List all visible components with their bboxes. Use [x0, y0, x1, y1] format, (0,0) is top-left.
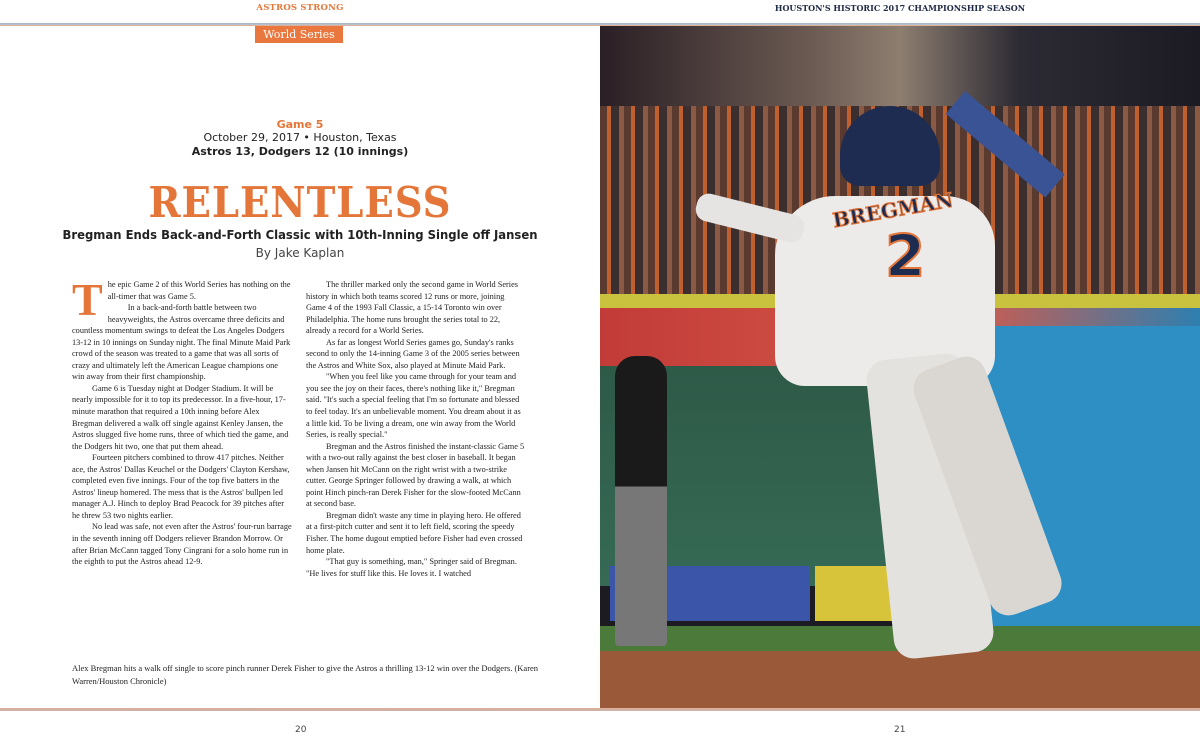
footer-rule: [0, 708, 1200, 711]
jersey-name: BREGMAN: [830, 187, 955, 233]
paragraph: "That guy is something, man," Springer said of Bregman. "He lives for stuff like this. He loves it. I watched: [306, 557, 517, 578]
paragraph: Bregman and the Astros finished the instant-classic Game 5 with a two-out rally against the best closer in baseball. It began when Jansen hit McCann on the right wrist with a two-strike cutter. George Springer followed by drawing a walk, at which point Hinch pinch-ran Derek Fisher for the slow-footed McCann at second base.: [306, 441, 525, 509]
paragraph: As far as longest World Series games go, Sunday's ranks second to only the 14-inning Game 3 of the 2005 series between the Astros and White Sox, also played at Minute Maid Park.: [306, 337, 520, 370]
byline: By Jake Kaplan: [255, 246, 345, 260]
page-number-left: 20: [295, 725, 307, 735]
jersey-number: 2: [885, 222, 926, 290]
section-tag: World Series: [255, 26, 343, 43]
game-number: Game 5: [276, 118, 324, 131]
body-column-1: [72, 274, 292, 568]
game-date-location: October 29, 2017 • Houston, Texas: [203, 131, 397, 144]
paragraph: In a back-and-forth battle between two heavyweights, the Astros overcame three deficits and countless momentum swings to defeat the Los Angeles Dodgers 13-12 in 10 innings on Sunday night. The final Minute Maid Park crowd of the season was treated to a game that was all sorts of crazy and ultimately left the American League champions one win away from their first championship.: [72, 303, 291, 382]
headline: RELENTLESS: [148, 178, 452, 227]
paragraph: No lead was safe, not even after the Astros' four-run barrage in the seventh inning off Dodgers reliever Brandon Morrow. Or after Brian McCann tagged Tony Cingrani for a solo home run in the eighth to put the Astros ahead 12-9.: [72, 522, 292, 567]
game-result: Astros 13, Dodgers 12 (10 innings): [191, 145, 409, 158]
photo-bregman-celebration: [600, 26, 1200, 708]
running-header-right: HOUSTON'S HISTORIC 2017 CHAMPIONSHIP SEASON: [774, 3, 1026, 13]
paragraph: The epic Game 2 of this World Series has nothing on the all-timer that was Game 5.: [72, 274, 291, 325]
running-header-left: ASTROS STRONG: [256, 3, 344, 13]
photo-caption: Alex Bregman hits a walk off single to score pinch runner Derek Fisher to give the Astros a thrilling 13-12 win over the Dodgers. (Karen Warren/Houston Chronicle): [72, 663, 539, 686]
body-column-2: [306, 279, 526, 579]
paragraph: "When you feel like you came through for your team and you see the joy on their faces, there's nothing like it," Bregman said. "It's such a special feeling that I'm so fortunate and blessed to feel today. It's an unbelievable moment. You dream about it as a little kid. To be living a dream, one win away from the World Series, is really special.": [306, 372, 521, 440]
drop-cap: T: [72, 274, 103, 325]
page-number-right: 21: [894, 725, 906, 735]
paragraph: Bregman didn't waste any time in playing hero. He offered at a first-pitch cutter and sent it to left field, scoring the speedy Fisher. The home dugout emptied before Fisher had even crossed home plate.: [306, 510, 523, 555]
paragraph: Game 6 is Tuesday night at Dodger Stadium. It will be nearly impossible for it to top its predecessor. In a five-hour, 17-minute marathon that required a 10th inning before Alex Bregman delivered a walk off single against Kenley Jansen, the Astros slugged five home runs, three of which tied the game, and the Dodgers hit two, one that put them ahead.: [72, 383, 289, 451]
deck: Bregman Ends Back-and-Forth Classic with 10th-Inning Single off Jansen: [62, 227, 538, 242]
paragraph: Fourteen pitchers combined to throw 417 pitches. Neither ace, the Astros' Dallas Keuchel or the Dodgers' Clayton Kershaw, completed even five innings. Four of the top five batters in the Astros' lineup homered. The mess that is the Astros' bullpen led manager A.J. Hinch to deploy Brad Peacock for 39 pitches after he threw 53 two nights earlier.: [72, 453, 290, 520]
paragraph: The thriller marked only the second game in World Series history in which both teams scored 12 runs or more, joining Game 4 of the 1993 Fall Classic, a 15-14 Toronto win over Philadelphia. The home runs brought the series total to 22, already a record for a World Series.: [306, 280, 519, 336]
